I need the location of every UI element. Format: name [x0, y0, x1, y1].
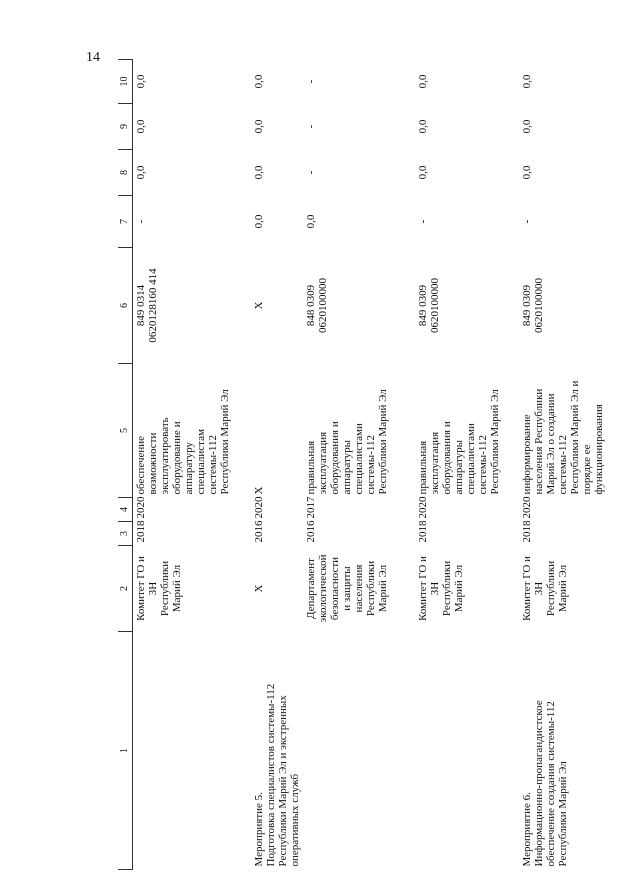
expected-result-cell: обеспечение возможности эксплуатировать оборудование и аппаратуру специалистам системы-112 Республики Марий Эл: [135, 389, 231, 495]
budget-code-cell: 848 0309 0620100000: [304, 278, 329, 333]
value-col-8-cell: 0,0: [416, 165, 429, 180]
table-row: [519, 60, 629, 870]
expected-result-cell: правильная эксплуатация оборудования и аппаратуры специалистами системы-112 Республики Марий Эл: [416, 389, 501, 495]
executor-cell: Комитет ГО и ЗН Республики Марий Эл: [520, 556, 569, 621]
page-number: 14: [86, 50, 100, 65]
executor-cell: Комитет ГО и ЗН Республики Марий Эл: [135, 556, 183, 621]
col-header-3: 3: [118, 522, 133, 546]
value-col-8-cell: -: [304, 170, 317, 175]
executor-cell: Х: [252, 584, 265, 593]
start-year-cell: 2018: [416, 520, 429, 543]
value-col-10-cell: -: [304, 79, 317, 84]
value-col-10-cell: 0,0: [135, 74, 147, 89]
col-header-9: 9: [118, 104, 133, 150]
value-col-10-cell: 0,0: [520, 74, 533, 89]
budget-code-cell: 849 0314 0620128160 414: [135, 268, 159, 343]
value-col-10-cell: 0,0: [252, 74, 265, 89]
col-header-10: 10: [118, 60, 133, 104]
table-row: [251, 60, 303, 870]
budget-code-cell: 849 0309 0620100000: [416, 278, 441, 333]
table-row: [133, 60, 251, 870]
col-header-4: 4: [118, 498, 133, 522]
expected-result-cell: Х: [252, 486, 265, 495]
col-header-6: 6: [118, 248, 133, 364]
value-col-7-cell: -: [520, 219, 533, 224]
activity-name-cell: Мероприятие 5. Подготовка специалистов системы-112 Республики Марий Эл и экстренных оперативных служб: [252, 683, 301, 867]
value-col-8-cell: 0,0: [520, 165, 533, 180]
value-col-7-cell: -: [416, 219, 429, 224]
value-col-9-cell: 0,0: [416, 119, 429, 134]
end-year-cell: 2020: [252, 496, 265, 519]
start-year-cell: 2016: [252, 520, 265, 543]
col-header-8: 8: [118, 150, 133, 196]
value-col-7-cell: -: [135, 219, 147, 224]
value-col-7-cell: 0,0: [304, 214, 317, 229]
value-col-8-cell: 0,0: [135, 165, 147, 180]
start-year-cell: 2018: [520, 520, 533, 543]
col-header-2: 2: [118, 546, 133, 632]
col-header-1: 1: [118, 632, 133, 870]
executor-cell: Комитет ГО и ЗН Республики Марий Эл: [416, 556, 465, 621]
budget-code-cell: Х: [252, 301, 265, 310]
program-activities-table: [118, 59, 629, 870]
end-year-cell: 2020: [520, 496, 533, 519]
value-col-9-cell: -: [304, 124, 317, 129]
end-year-cell: 2017: [304, 496, 317, 519]
table-row: [303, 60, 415, 870]
col-header-5: 5: [118, 364, 133, 498]
value-col-9-cell: 0,0: [520, 119, 533, 134]
budget-code-cell: 849 0309 0620100000: [520, 278, 545, 333]
executor-cell: Департамент экологической безопасности и защиты населения Республики Марий Эл: [304, 554, 389, 623]
activity-name-cell: [415, 632, 519, 870]
activity-name-cell: Мероприятие 6. Информационно-пропагандистское обеспечение создания системы-112 Республики Марий Эл: [520, 700, 569, 867]
value-col-9-cell: 0,0: [135, 119, 147, 134]
value-col-9-cell: 0,0: [252, 119, 265, 134]
activity-name-cell: [133, 632, 251, 870]
value-col-10-cell: 0,0: [416, 74, 429, 89]
col-header-7: 7: [118, 196, 133, 248]
start-year-cell: 2016: [304, 520, 317, 543]
end-year-cell: 2020: [135, 496, 147, 519]
table-row: [415, 60, 519, 870]
activity-name-cell: [303, 632, 415, 870]
end-year-cell: 2020: [416, 496, 429, 519]
value-col-8-cell: 0,0: [252, 165, 265, 180]
expected-result-cell: информирование населения Республики Марий Эл о создании системы-112 Республики Марий Эл и порядке ее функционирования: [520, 380, 605, 495]
expected-result-cell: правильная эксплуатация оборудования и аппаратуры специалистами системы-112 Республики Марий Эл: [304, 389, 389, 495]
column-number-header: [118, 60, 133, 870]
start-year-cell: 2018: [135, 520, 147, 543]
value-col-7-cell: 0,0: [252, 214, 265, 229]
